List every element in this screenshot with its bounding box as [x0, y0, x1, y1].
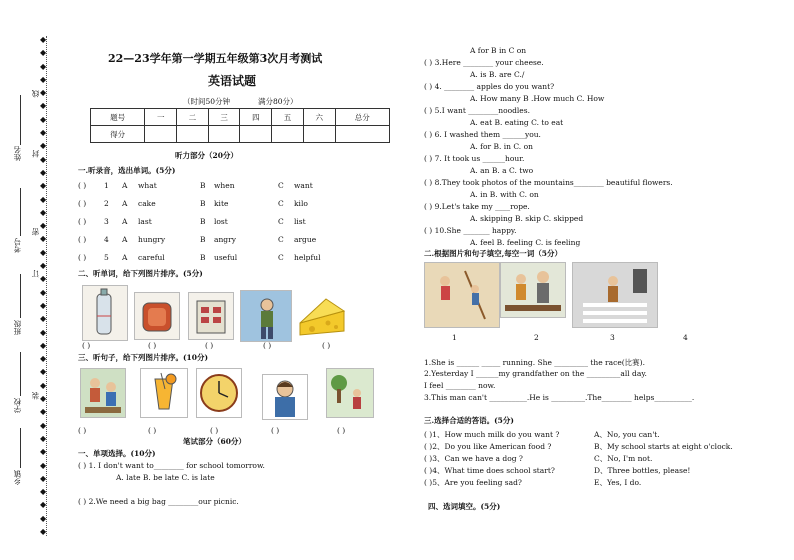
answer-paren[interactable]: ( ): [271, 426, 280, 435]
option-letter: A: [122, 199, 128, 208]
picture-juice-glass: [140, 368, 188, 418]
option-letter: A: [122, 253, 128, 262]
option-word: cake: [138, 199, 156, 208]
score-input-cell[interactable]: [272, 126, 304, 143]
option-word: careful: [138, 253, 165, 262]
picture-number: 4: [683, 333, 688, 342]
option-word: kite: [214, 199, 229, 208]
option-word: useful: [214, 253, 238, 262]
fill-sentence-1: 1.She is ______ _____ running. She _________ the race(比赛).: [424, 358, 645, 367]
mc-question: ( ) 10.She _______ happy.: [424, 226, 517, 235]
listening-s2-title: 二、听单词，给下列图片排序。(5分): [78, 269, 203, 278]
binding-diamond-border: ◆ ◆ ◆ ◆ ◆ ◆ ◆ ◆ ◆ ◆ ◆ ◆ ◆ ◆ ◆ ◆ ◆ ◆ ◆ ◆ ◆ ◆ ◆ ◆ ◆ ◆ ◆ ◆ ◆ ◆ ◆ ◆ ◆ ◆ ◆ ◆ ◆ ◆: [40, 35, 47, 536]
seal-char: 密: [31, 228, 40, 236]
score-input-cell[interactable]: [303, 126, 335, 143]
option-letter: B: [200, 199, 206, 208]
option-letter: A: [122, 181, 128, 190]
match-question: ( )1、How much milk do you want ?: [424, 430, 560, 439]
score-input-cell[interactable]: [145, 126, 177, 143]
listening-s3-title: 三、听句子，给下列图片排序。(10分): [78, 353, 209, 362]
score-table-header-row: [91, 109, 390, 126]
class-blank: [20, 274, 21, 318]
option-word: argue: [294, 235, 317, 244]
option-word: kilo: [294, 199, 308, 208]
option-letter: C: [278, 181, 284, 190]
match-question: ( )5、Are you feeling sad?: [424, 478, 522, 487]
mc-question: ( ) 8.They took photos of the mountains________ beautiful flowers.: [424, 178, 673, 187]
picture-park: [326, 368, 374, 418]
class-label: 班级: [13, 320, 22, 335]
mc-question: ( ) 3.Here ________ your cheese.: [424, 58, 544, 67]
mc-options: A. feel B. feeling C. is feeling: [470, 238, 581, 247]
option-word: what: [138, 181, 157, 190]
picture-cheese: [296, 283, 348, 339]
question-number: 5: [104, 253, 109, 262]
score-cell: 二: [177, 109, 209, 126]
mc-options: A. skipping B. skip C. skipped: [470, 214, 584, 223]
answer-paren[interactable]: ( ): [78, 253, 87, 262]
score-note: 满分80分）: [258, 97, 298, 106]
answer-paren[interactable]: ( ): [78, 181, 87, 190]
answer-paren[interactable]: ( ): [148, 426, 157, 435]
option-letter: C: [278, 253, 284, 262]
school-blank: [20, 352, 21, 396]
match-answer: B、My school starts at eight o'clock.: [594, 442, 733, 451]
score-cell: 五: [272, 109, 304, 126]
answer-paren[interactable]: ( ): [78, 426, 87, 435]
score-input-cell[interactable]: [240, 126, 272, 143]
binding-dotted-line: [46, 36, 47, 536]
picture-book: [188, 292, 234, 340]
picture-race: [424, 262, 500, 328]
exam-number-label: 考号: [13, 238, 22, 253]
match-answer: D、Three bottles, please!: [594, 466, 691, 475]
score-input-cell[interactable]: [177, 126, 209, 143]
question-number: 3: [104, 217, 109, 226]
score-cell: 一: [145, 109, 177, 126]
writing-s4-title: 四、选词填空。(5分): [428, 502, 501, 511]
answer-paren[interactable]: ( ): [148, 341, 157, 350]
writing-heading: 笔试部分（60分）: [183, 437, 246, 446]
option-letter: C: [278, 199, 284, 208]
option-letter: B: [200, 217, 206, 226]
option-word: list: [294, 217, 306, 226]
answer-paren[interactable]: ( ): [78, 235, 87, 244]
score-input-cell[interactable]: [335, 126, 389, 143]
score-cell: 题号: [91, 109, 145, 126]
mc-options: A. How many B .How much C. How: [470, 94, 605, 103]
picture-number: 3: [610, 333, 615, 342]
answer-paren[interactable]: ( ): [210, 426, 219, 435]
score-input-cell[interactable]: [208, 126, 240, 143]
exam-subject: 英语试题: [208, 74, 257, 88]
match-question: ( )2、Do you like American food ?: [424, 442, 552, 451]
answer-paren[interactable]: ( ): [322, 341, 331, 350]
option-word: want: [294, 181, 313, 190]
school-label: 学校: [13, 398, 22, 413]
answer-paren[interactable]: ( ): [205, 341, 214, 350]
score-cell: 总分: [335, 109, 389, 126]
fill-sentence-2: 2.Yesterday I ______my grandfather on the _________all day.: [424, 369, 647, 378]
option-word: hungry: [138, 235, 166, 244]
mc-question: ( ) 7. It took us ______hour.: [424, 154, 525, 163]
picture-grandfather: [500, 262, 566, 318]
town-label: 乡镇: [13, 470, 22, 485]
option-letter: A: [122, 235, 128, 244]
question-q1-options: A. late B. be late C. is late: [116, 473, 215, 482]
town-blank: [20, 428, 21, 468]
score-table: [90, 108, 390, 143]
picture-sausage: [134, 292, 180, 340]
time-note: （时间50分钟: [183, 97, 231, 106]
score-table-score-row: [91, 126, 390, 143]
answer-paren[interactable]: ( ): [263, 341, 272, 350]
mc-options: A. is B. are C./: [470, 70, 525, 79]
fill-sentence-3: 3.This man can't __________.He is _________.The________ helps__________.: [424, 393, 695, 402]
score-cell: 四: [240, 109, 272, 126]
score-cell: 六: [303, 109, 335, 126]
mc-question: ( ) 6. I washed them ______you.: [424, 130, 541, 139]
picture-kids-washing: [80, 368, 126, 418]
answer-paren[interactable]: ( ): [78, 199, 87, 208]
name-label: 姓名: [13, 146, 22, 161]
answer-paren[interactable]: ( ): [78, 217, 87, 226]
option-word: when: [214, 181, 235, 190]
mc-options: A. for B. in C. on: [470, 142, 533, 151]
answer-paren[interactable]: ( ): [337, 426, 346, 435]
option-word: helpful: [294, 253, 321, 262]
option-letter: C: [278, 235, 284, 244]
question-number: 2: [104, 199, 109, 208]
question-q1: ( ) 1. I don't want to________ for school tomorrow.: [78, 461, 265, 470]
picture-bottle: [82, 285, 128, 341]
option-word: last: [138, 217, 152, 226]
option-letter: B: [200, 253, 206, 262]
match-question: ( )4、What time does school start?: [424, 466, 555, 475]
answer-paren[interactable]: ( ): [82, 341, 91, 350]
writing-s2-title: 二.根据图片和句子填空,每空一词（5分）: [424, 249, 562, 258]
question-number: 1: [104, 181, 109, 190]
exam-title: 22—23学年第一学期五年级第3次月考测试: [108, 52, 323, 65]
mc-options: A. eat B. eating C. to eat: [470, 118, 564, 127]
option-letter: A: [122, 217, 128, 226]
writing-s3-title: 三.选择合适的答语。(5分): [424, 416, 514, 425]
picture-number: 1: [452, 333, 457, 342]
question-q2-options: A for B in C on: [470, 46, 527, 55]
option-letter: B: [200, 181, 206, 190]
mc-options: A. in B. with C. on: [470, 190, 539, 199]
option-word: angry: [214, 235, 236, 244]
match-answer: E、Yes, I do.: [594, 478, 642, 487]
seal-char: 封: [31, 150, 40, 158]
fill-sentence-2b: I feel ________ now.: [424, 381, 496, 390]
mc-question: ( ) 5.I want ________noodles.: [424, 106, 530, 115]
listening-heading: 听力部分（20分）: [175, 151, 238, 160]
option-letter: B: [200, 235, 206, 244]
mc-question: ( ) 4. ________ apples do you want?: [424, 82, 555, 91]
writing-s1-title: 一、单项选择。(10分): [78, 449, 156, 458]
mc-question: ( ) 9.Let's take my ____rope.: [424, 202, 530, 211]
match-question: ( )3、Can we have a dog ?: [424, 454, 523, 463]
option-letter: C: [278, 217, 284, 226]
picture-boy-portrait: [262, 374, 308, 420]
picture-clock: [196, 368, 242, 418]
seal-char: 订: [31, 270, 40, 278]
score-cell: 得分: [91, 126, 145, 143]
listening-s1-title: 一.听录音，选出单词。(5分): [78, 166, 176, 175]
name-blank: [20, 95, 21, 145]
seal-char: 线: [31, 90, 40, 98]
exam-number-blank: [20, 188, 21, 236]
score-cell: 三: [208, 109, 240, 126]
match-answer: C、No, I'm not.: [594, 454, 653, 463]
picture-crossing: [572, 262, 658, 328]
option-word: lost: [214, 217, 228, 226]
question-q2: ( ) 2.We need a big bag ________our picnic.: [78, 497, 239, 506]
seal-char: 装: [31, 392, 40, 400]
picture-number: 2: [534, 333, 539, 342]
mc-options: A. an B. a C. two: [470, 166, 534, 175]
match-answer: A、No, you can't.: [594, 430, 660, 439]
picture-boy: [240, 290, 292, 342]
question-number: 4: [104, 235, 109, 244]
